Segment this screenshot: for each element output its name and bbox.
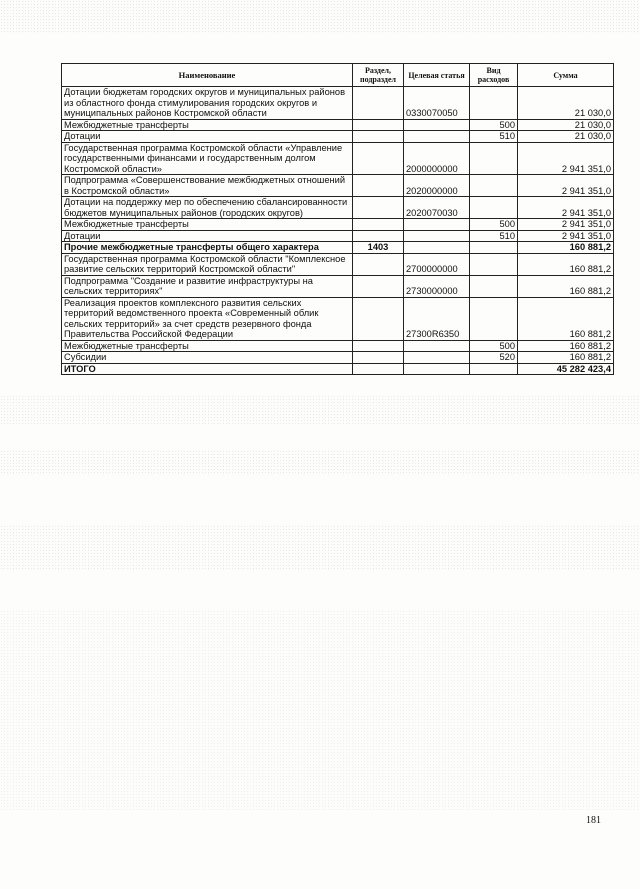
- cell-section: [353, 119, 404, 131]
- cell-sum: 2 941 351,0: [518, 142, 614, 175]
- header-article: Целевая статья: [404, 64, 470, 87]
- table-row: [62, 197, 614, 219]
- cell-type: 500: [470, 340, 518, 352]
- scan-noise: [0, 610, 640, 810]
- cell-type: [470, 253, 518, 275]
- cell-sum: 160 881,2: [518, 253, 614, 275]
- cell-name: ИТОГО: [62, 363, 353, 375]
- cell-sum: 2 941 351,0: [518, 230, 614, 242]
- cell-article: [404, 363, 470, 375]
- cell-article: [404, 119, 470, 131]
- cell-section: [353, 230, 404, 242]
- cell-sum: 2 941 351,0: [518, 197, 614, 219]
- budget-table: [61, 63, 614, 375]
- cell-type: [470, 87, 518, 120]
- page-number: 181: [586, 815, 601, 826]
- cell-article: [404, 230, 470, 242]
- cell-article: 0330070050: [404, 87, 470, 120]
- cell-type: [470, 297, 518, 340]
- cell-name: Реализация проектов комплексного развития сельских территорий ведомственного проекта «Современный облик сельских территорий» за счет средств резервного фонда Правительства Российской Федерации: [62, 297, 353, 340]
- scan-noise-top: [0, 0, 640, 34]
- cell-name: Государственная программа Костромской области «Управление государственными финансами и государственным долгом Костромской области»: [62, 142, 353, 175]
- cell-type: [470, 275, 518, 297]
- cell-sum: 2 941 351,0: [518, 219, 614, 231]
- cell-name: Межбюджетные трансферты: [62, 119, 353, 131]
- cell-sum: 160 881,2: [518, 340, 614, 352]
- cell-type: [470, 197, 518, 219]
- cell-article: 2020000000: [404, 175, 470, 197]
- scan-noise: [0, 395, 640, 425]
- table-row: [62, 219, 614, 231]
- table-row: [62, 275, 614, 297]
- cell-article: 2700000000: [404, 253, 470, 275]
- cell-article: 2000000000: [404, 142, 470, 175]
- cell-section: [353, 297, 404, 340]
- cell-type: 500: [470, 119, 518, 131]
- table-header-row: [62, 64, 614, 87]
- cell-sum: 45 282 423,4: [518, 363, 614, 375]
- cell-type: 500: [470, 219, 518, 231]
- table-row: [62, 142, 614, 175]
- cell-sum: 160 881,2: [518, 275, 614, 297]
- cell-name: Дотации: [62, 131, 353, 143]
- table-row: [62, 352, 614, 364]
- cell-sum: 21 030,0: [518, 131, 614, 143]
- cell-name: Дотации: [62, 230, 353, 242]
- cell-type: 510: [470, 131, 518, 143]
- cell-article: [404, 352, 470, 364]
- table-row: [62, 230, 614, 242]
- cell-sum: 2 941 351,0: [518, 175, 614, 197]
- cell-section: [353, 142, 404, 175]
- table-row: [62, 297, 614, 340]
- header-section: Раздел, подраздел: [353, 64, 404, 87]
- cell-article: 2730000000: [404, 275, 470, 297]
- cell-type: 510: [470, 230, 518, 242]
- cell-section: [353, 340, 404, 352]
- cell-section: [353, 352, 404, 364]
- cell-section: [353, 275, 404, 297]
- cell-name: Государственная программа Костромской области "Комплексное развитие сельских территорий Костромской области": [62, 253, 353, 275]
- table-row: [62, 87, 614, 120]
- table-row: [62, 242, 614, 254]
- header-name: Наименование: [62, 64, 353, 87]
- table-row: [62, 175, 614, 197]
- table-row: [62, 253, 614, 275]
- cell-name: Прочие межбюджетные трансферты общего характера: [62, 242, 353, 254]
- table-row: [62, 340, 614, 352]
- table-row: [62, 131, 614, 143]
- cell-section: [353, 197, 404, 219]
- cell-section: 1403: [353, 242, 404, 254]
- cell-article: [404, 219, 470, 231]
- cell-section: [353, 219, 404, 231]
- cell-name: Подпрограмма "Создание и развитие инфраструктуры на сельских территориях": [62, 275, 353, 297]
- cell-section: [353, 131, 404, 143]
- cell-sum: 21 030,0: [518, 119, 614, 131]
- cell-sum: 160 881,2: [518, 297, 614, 340]
- table-body: [62, 87, 614, 375]
- cell-sum: 160 881,2: [518, 242, 614, 254]
- cell-section: [353, 175, 404, 197]
- cell-type: 520: [470, 352, 518, 364]
- cell-section: [353, 87, 404, 120]
- cell-article: [404, 340, 470, 352]
- cell-name: Дотации на поддержку мер по обеспечению сбалансированности бюджетов муниципальных районов (городских округов): [62, 197, 353, 219]
- cell-sum: 160 881,2: [518, 352, 614, 364]
- cell-name: Дотации бюджетам городских округов и муниципальных районов из областного фонда стимулирования городских округов и муниципальных районов Костромской области: [62, 87, 353, 120]
- cell-section: [353, 253, 404, 275]
- total-row: [62, 363, 614, 375]
- cell-type: [470, 363, 518, 375]
- cell-type: [470, 242, 518, 254]
- cell-type: [470, 175, 518, 197]
- cell-article: [404, 131, 470, 143]
- cell-article: 27300R6350: [404, 297, 470, 340]
- cell-name: Субсидии: [62, 352, 353, 364]
- scan-noise: [0, 450, 640, 475]
- cell-type: [470, 142, 518, 175]
- scan-noise: [0, 525, 640, 570]
- cell-name: Подпрограмма «Совершенствование межбюджетных отношений в Костромской области»: [62, 175, 353, 197]
- cell-sum: 21 030,0: [518, 87, 614, 120]
- table-row: [62, 119, 614, 131]
- cell-name: Межбюджетные трансферты: [62, 340, 353, 352]
- header-sum: Сумма: [518, 64, 614, 87]
- header-type: Вид расходов: [470, 64, 518, 87]
- cell-section: [353, 363, 404, 375]
- cell-article: [404, 242, 470, 254]
- cell-name: Межбюджетные трансферты: [62, 219, 353, 231]
- cell-article: 2020070030: [404, 197, 470, 219]
